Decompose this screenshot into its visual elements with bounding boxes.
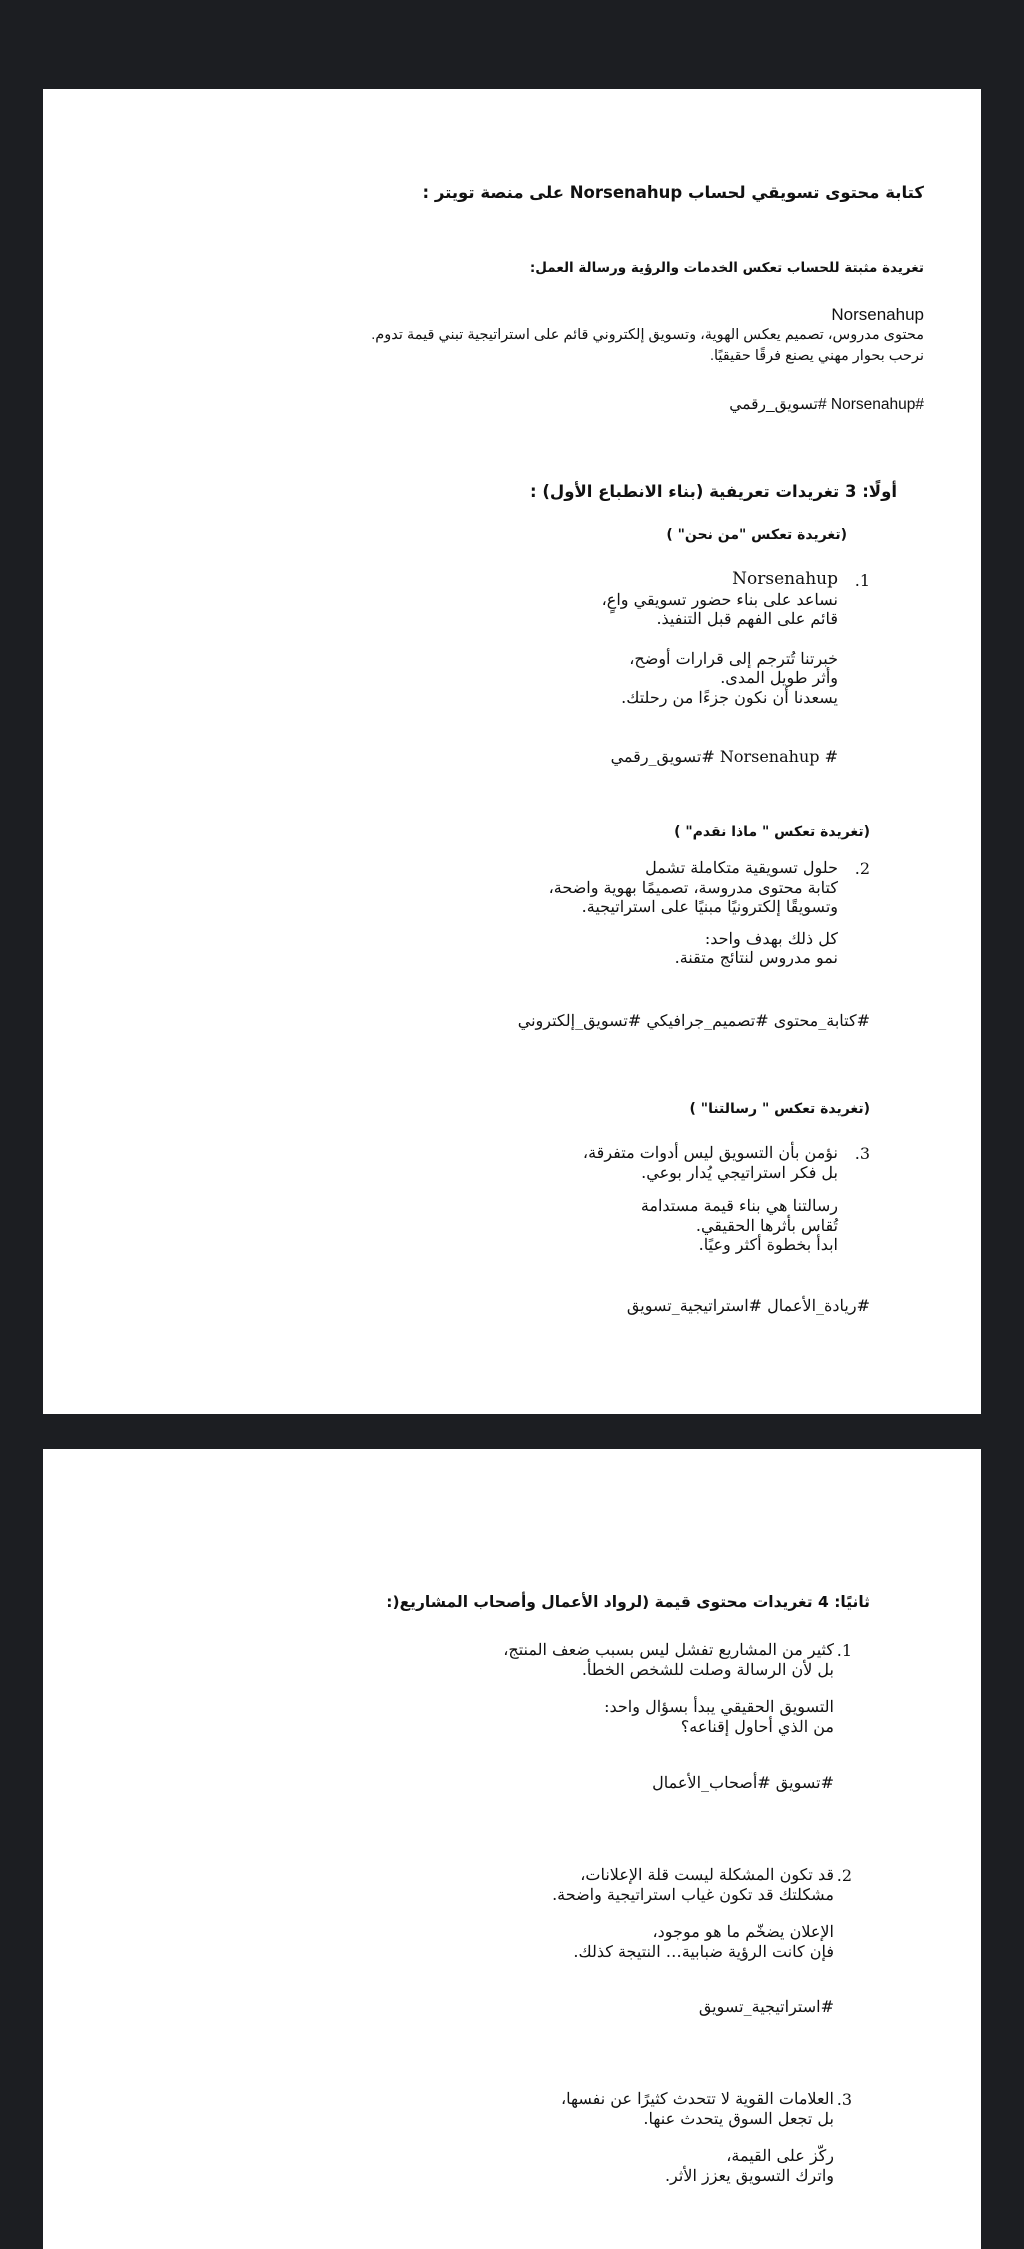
- section-heading-intro-tweets: أولًا: 3 تغريدات تعريفية (بناء الانطباع الأول) :: [530, 482, 897, 501]
- tweet-3-number: 3.: [854, 1144, 870, 1163]
- tweet-line: قائم على الفهم قبل التنفيذ.: [656, 609, 838, 628]
- tweet-line: العلامات القوية لا تتحدث كثيرًا عن نفسها،: [560, 2089, 834, 2108]
- tweet-line: بل فكر استراتيجي يُدار بوعي.: [641, 1162, 838, 1182]
- tweet-line: الإعلان يضخّم ما هو موجود،: [652, 1922, 834, 1941]
- tweet-line: ركّز على القيمة،: [726, 2146, 834, 2165]
- tweet-line: بل تجعل السوق يتحدث عنها.: [643, 2108, 834, 2128]
- tweet-line: Norsenahup: [732, 569, 838, 589]
- tweet-line: مشكلتك قد تكون غياب استراتيجية واضحة.: [552, 1884, 834, 1904]
- tweet-3-heading: (تغريدة تعكس " رسالتنا" ): [689, 1101, 870, 1117]
- tweet-line: التسويق الحقيقي يبدأ بسؤال واحد:: [604, 1697, 834, 1716]
- value-tweet-3-number: 3.: [836, 2090, 852, 2109]
- tweet-line: نساعد على بناء حضور تسويقي واعٍ،: [601, 589, 838, 609]
- pinned-hashtags: #Norsenahup #تسويق_رقمي: [729, 396, 924, 413]
- tweet-line: من الذي أحاول إقناعه؟: [680, 1716, 834, 1736]
- tweet-2-number: 2.: [854, 859, 870, 878]
- tweet-2-heading: (تغريدة تعكس " ماذا نقدم" ): [674, 824, 870, 840]
- document-page-2: [43, 1449, 981, 2249]
- tweet-line: كل ذلك بهدف واحد:: [704, 928, 838, 948]
- tweet-1-hashtags: # Norsenahup #تسويق_رقمي: [610, 747, 838, 766]
- value-tweet-3-body: [561, 2089, 834, 2185]
- pinned-tweet-body: [371, 305, 924, 367]
- tweet-line: قد تكون المشكلة ليست قلة الإعلانات،: [580, 1865, 834, 1884]
- value-tweet-1-number: 1.: [836, 1641, 852, 1660]
- tweet-line: تُقاس بأثرها الحقيقي.: [695, 1215, 838, 1235]
- tweet-line: يسعدنا أن نكون جزءًا من رحلتك.: [621, 687, 838, 707]
- tweet-line: حلول تسويقية متكاملة تشمل: [645, 858, 838, 877]
- pinned-line: نرحب بحوار مهني يصنع فرقًا حقيقيًا.: [709, 347, 924, 364]
- value-tweet-2-body: [552, 1865, 834, 1961]
- tweet-1-number: 1.: [854, 571, 870, 590]
- tweet-3-hashtags: #ريادة_الأعمال #استراتيجية_تسويق: [626, 1296, 870, 1315]
- pinned-line: Norsenahup: [831, 305, 924, 324]
- tweet-3-body: [583, 1143, 838, 1255]
- tweet-line: فإن كانت الرؤية ضبابية… النتيجة كذلك.: [573, 1941, 834, 1961]
- value-tweet-1-hashtags: #تسويق #أصحاب_الأعمال: [652, 1773, 834, 1792]
- pinned-line: محتوى مدروس، تصميم يعكس الهوية، وتسويق إلكتروني قائم على استراتيجية تبني قيمة تدوم.: [371, 326, 924, 343]
- pinned-tweet-heading: تغريدة مثبتة للحساب تعكس الخدمات والرؤية ورسالة العمل:: [529, 260, 924, 276]
- value-tweet-1-body: [503, 1640, 834, 1736]
- tweet-line: وتسويقًا إلكترونيًا مبنيًا على استراتيجية.: [581, 897, 838, 916]
- tweet-line: كتابة محتوى مدروسة، تصميمًا بهوية واضحة،: [548, 877, 838, 897]
- value-tweet-2-hashtags: #استراتيجية_تسويق: [698, 1997, 834, 2016]
- tweet-2-hashtags: #كتابة_محتوى #تصميم_جرافيكي #تسويق_إلكتروني: [517, 1011, 870, 1030]
- tweet-2-body: [549, 858, 838, 968]
- tweet-line: ابدأ بخطوة أكثر وعيًا.: [698, 1235, 838, 1254]
- tweet-line: بل لأن الرسالة وصلت للشخص الخطأ.: [581, 1659, 834, 1679]
- section-heading-value-tweets: ثانيًا: 4 تغريدات محتوى قيمة (لرواد الأعمال وأصحاب المشاريع(:: [386, 1593, 870, 1611]
- document-page-1: [43, 89, 981, 1414]
- value-tweet-2-number: 2.: [836, 1866, 852, 1885]
- document-title: كتابة محتوى تسويقي لحساب Norsenahup على منصة تويتر :: [422, 183, 924, 202]
- tweet-line: خبرتنا تُترجم إلى قرارات أوضح،: [629, 648, 838, 668]
- tweet-line: كثير من المشاريع تفشل ليس بسبب ضعف المنتج،: [503, 1640, 834, 1659]
- tweet-1-body: [602, 570, 838, 707]
- tweet-line: وأثر طويل المدى.: [720, 668, 838, 687]
- tweet-line: رسالتنا هي بناء قيمة مستدامة: [640, 1196, 838, 1215]
- tweet-1-heading: (تغريدة تعكس "من نحن" ): [666, 527, 847, 543]
- tweet-line: واترك التسويق يعزز الأثر.: [664, 2165, 834, 2185]
- tweet-line: نؤمن بأن التسويق ليس أدوات متفرقة،: [582, 1143, 838, 1162]
- tweet-line: نمو مدروس لنتائج متقنة.: [674, 948, 838, 967]
